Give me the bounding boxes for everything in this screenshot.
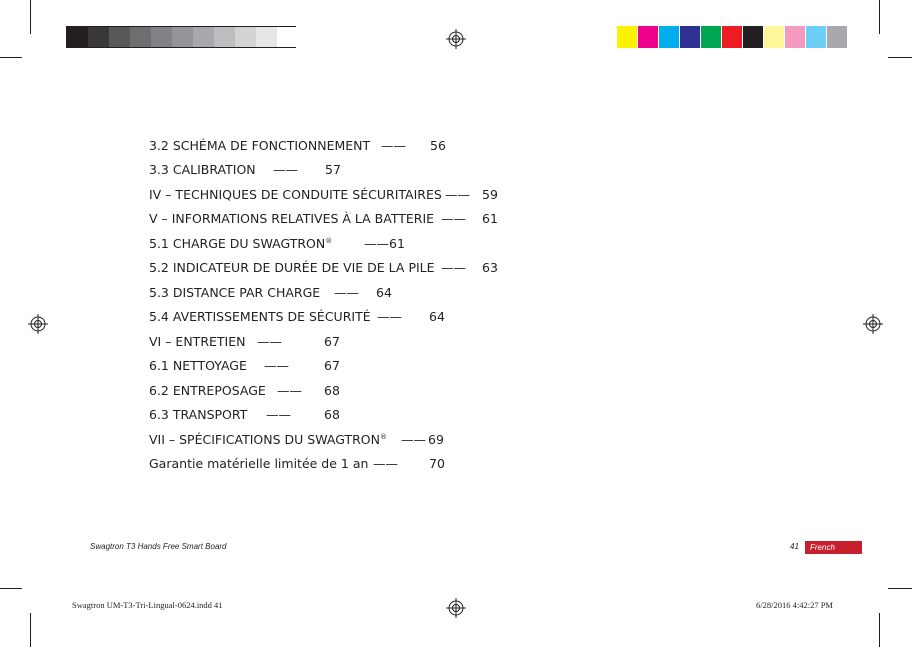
toc-leader: —— xyxy=(257,334,282,349)
color-swatch xyxy=(827,26,847,48)
toc-entry-page: 59 xyxy=(482,187,498,202)
toc-entry-label: 3.3 CALIBRATION xyxy=(149,162,256,177)
toc-entry-label: 5.1 CHARGE DU SWAGTRON® xyxy=(149,236,333,251)
gray-swatch xyxy=(193,27,214,47)
toc-leader: —— xyxy=(381,138,406,153)
toc-entry-label: Garantie matérielle limitée de 1 an xyxy=(149,456,369,471)
gray-swatch xyxy=(214,27,235,47)
toc-entry-label: 6.1 NETTOYAGE xyxy=(149,358,247,373)
gray-swatch xyxy=(130,27,151,47)
toc-leader: —— xyxy=(445,187,470,202)
toc-leader: —— xyxy=(373,456,398,471)
gray-swatch xyxy=(109,27,130,47)
color-swatch xyxy=(764,26,784,48)
toc-entry-label: 6.2 ENTREPOSAGE xyxy=(149,383,266,398)
gray-swatch xyxy=(277,27,298,47)
toc-entry-page: 56 xyxy=(430,138,446,153)
toc-entry-label: 6.3 TRANSPORT xyxy=(149,407,248,422)
gray-swatch xyxy=(88,27,109,47)
gray-swatch xyxy=(151,27,172,47)
registration-mark-icon xyxy=(863,314,883,334)
toc-leader: —— xyxy=(273,162,298,177)
footer-page-number: 41 xyxy=(790,542,799,551)
color-swatch xyxy=(785,26,805,48)
toc-entry-page: 57 xyxy=(325,162,341,177)
toc-entry-page: 64 xyxy=(429,309,445,324)
toc-leader: —— xyxy=(377,309,402,324)
gray-swatch xyxy=(256,27,277,47)
color-swatch xyxy=(701,26,721,48)
print-slug-timestamp: 6/28/2016 4:42:27 PM xyxy=(756,600,833,610)
toc-entry-label: V – INFORMATIONS RELATIVES À LA BATTERIE xyxy=(149,211,435,226)
toc-entry-page: 61 xyxy=(482,211,498,226)
color-swatch xyxy=(722,26,742,48)
toc-entry-label: VII – SPÉCIFICATIONS DU SWAGTRON® xyxy=(149,432,387,447)
color-swatch xyxy=(680,26,700,48)
toc-entry-page: 63 xyxy=(482,260,498,275)
toc-leader: —— xyxy=(441,260,466,275)
toc-entry-label: VI – ENTRETIEN xyxy=(149,334,246,349)
toc-entry-page: 67 xyxy=(324,334,340,349)
toc-leader: —— xyxy=(277,383,302,398)
toc-leader: —— xyxy=(401,432,426,447)
footer-product-name: Swagtron T3 Hands Free Smart Board xyxy=(90,542,227,551)
color-swatch xyxy=(806,26,826,48)
toc-entry-label: 5.4 AVERTISSEMENTS DE SÉCURITÉ xyxy=(149,309,371,324)
toc-entry-page: 64 xyxy=(376,285,392,300)
toc-entry-page: 61 xyxy=(389,236,405,251)
toc-entry-page: 68 xyxy=(324,383,340,398)
gray-swatch xyxy=(235,27,256,47)
color-swatch xyxy=(638,26,658,48)
toc-entry-label: IV – TECHNIQUES DE CONDUITE SÉCURITAIRES xyxy=(149,187,442,202)
toc-entry-page: 67 xyxy=(324,358,340,373)
footer-language-tab: French xyxy=(805,541,862,554)
toc-entry-label: 5.3 DISTANCE PAR CHARGE xyxy=(149,285,321,300)
registration-mark-icon xyxy=(446,598,466,618)
toc-entry-page: 69 xyxy=(428,432,444,447)
gray-density-bar xyxy=(66,26,296,48)
toc-entry-label: 5.2 INDICATEUR DE DURÉE DE VIE DE LA PILE xyxy=(149,260,435,275)
color-swatch xyxy=(743,26,763,48)
toc-leader: —— xyxy=(441,211,466,226)
toc-entry-page: 70 xyxy=(429,456,445,471)
registration-mark-icon xyxy=(446,29,466,49)
print-slug-filename: Swagtron UM-T3-Tri-Lingual-0624.indd 41 xyxy=(72,600,223,610)
toc-leader: —— xyxy=(266,407,291,422)
gray-swatch xyxy=(172,27,193,47)
color-swatch xyxy=(659,26,679,48)
toc-entry-page: 68 xyxy=(324,407,340,422)
registration-mark-icon xyxy=(28,314,48,334)
toc-entry-label: 3.2 SCHÉMA DE FONCTIONNEMENT xyxy=(149,138,371,153)
toc-leader: —— xyxy=(264,358,289,373)
color-swatch xyxy=(617,26,637,48)
gray-swatch xyxy=(67,27,88,47)
toc-leader: —— xyxy=(334,285,359,300)
toc-leader: —— xyxy=(364,236,389,251)
